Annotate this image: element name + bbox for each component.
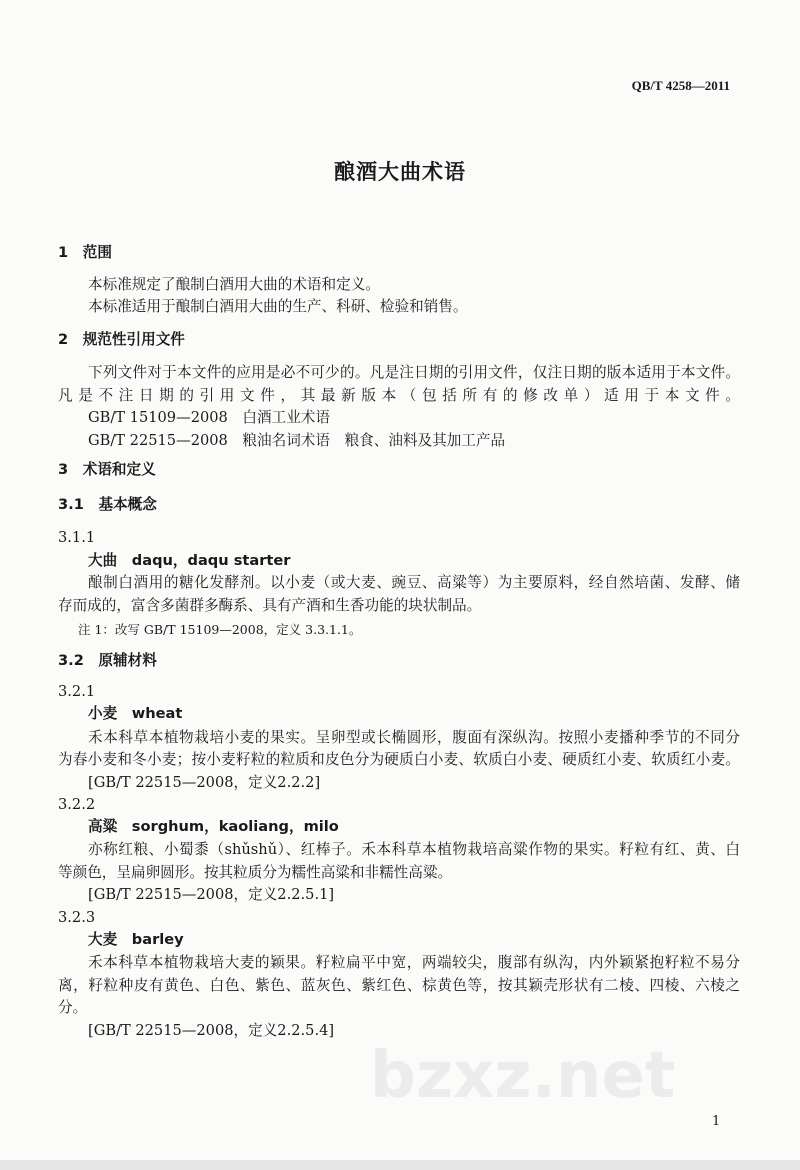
- text-line: 亦称红粮、小蜀黍（shǔshǔ）、红棒子。禾本科草本植物栽培高粱作物的果实。籽粒有红、黄、白: [88, 841, 740, 858]
- section-heading: 3.2 原辅材料: [58, 652, 157, 669]
- page-number: 1: [712, 1114, 721, 1129]
- section-heading: 1 范围: [58, 244, 112, 261]
- text-line: GB/T 22515—2008 粮油名词术语 粮食、油料及其加工产品: [88, 432, 506, 449]
- text-line: 禾本科草本植物栽培大麦的颖果。籽粒扁平中宽，两端较尖，腹部有纵沟，内外颖紧抱籽粒不易分: [88, 954, 740, 971]
- text-line: 本标准规定了酿制白酒用大曲的术语和定义。: [88, 276, 380, 293]
- section-heading: 大曲 daqu，daqu starter: [88, 552, 291, 569]
- text-line: 3.1.1: [58, 529, 96, 546]
- section-heading: 3.1 基本概念: [58, 496, 157, 513]
- text-line: 3.2.3: [58, 909, 96, 926]
- section-heading: 3 术语和定义: [58, 461, 156, 478]
- text-line: 离，籽粒种皮有黄色、白色、紫色、蓝灰色、紫红色、棕黄色等，按其颖壳形状有二棱、四棱、六棱之: [58, 977, 740, 994]
- text-line: 注 1：改写 GB/T 15109—2008，定义 3.3.1.1。: [78, 622, 362, 637]
- text-line: 3.2.1: [58, 683, 96, 700]
- text-line: 禾本科草本植物栽培小麦的果实。呈卵型或长椭圆形，腹面有深纵沟。按照小麦播种季节的不同分: [88, 729, 740, 746]
- page-bottom-edge: [0, 1160, 800, 1170]
- document-code: QB/T 4258—2011: [631, 78, 730, 93]
- text-line: 3.2.2: [58, 796, 96, 813]
- text-line: 酿制白酒用的糖化发酵剂。以小麦（或大麦、豌豆、高粱等）为主要原料，经自然培菌、发酵、储: [88, 574, 740, 591]
- text-line: [GB/T 22515—2008，定义2.2.2]: [88, 774, 321, 791]
- text-line: 下列文件对于本文件的应用是必不可少的。凡是注日期的引用文件，仅注日期的版本适用于本文件。: [88, 364, 740, 381]
- section-heading: 高粱 sorghum，kaoliang，milo: [88, 818, 339, 835]
- page-title: 酿酒大曲术语: [334, 160, 466, 184]
- watermark: bzxz.net: [370, 1039, 676, 1113]
- section-heading: 2 规范性引用文件: [58, 331, 185, 348]
- text-line: 等颜色，呈扁卵圆形。按其粒质分为糯性高粱和非糯性高粱。: [58, 864, 453, 881]
- text-line: [GB/T 22515—2008，定义2.2.5.4]: [88, 1022, 335, 1039]
- text-line: 分。: [58, 999, 88, 1016]
- text-line: [GB/T 22515—2008，定义2.2.5.1]: [88, 886, 335, 903]
- section-heading: 大麦 barley: [88, 931, 184, 948]
- text-line: 存而成的，富含多菌群多酶系、具有产酒和生香功能的块状制品。: [58, 597, 482, 614]
- section-heading: 小麦 wheat: [88, 705, 183, 722]
- text-line: 为春小麦和冬小麦；按小麦籽粒的粒质和皮色分为硬质白小麦、软质白小麦、硬质红小麦、软质红小麦。: [58, 751, 740, 768]
- text-line: GB/T 15109—2008 白酒工业术语: [88, 409, 330, 426]
- text-line: 本标准适用于酿制白酒用大曲的生产、科研、检验和销售。: [88, 298, 468, 315]
- text-line: 凡是不注日期的引用文件，其最新版本（包括所有的修改单）适用于本文件。: [58, 387, 740, 404]
